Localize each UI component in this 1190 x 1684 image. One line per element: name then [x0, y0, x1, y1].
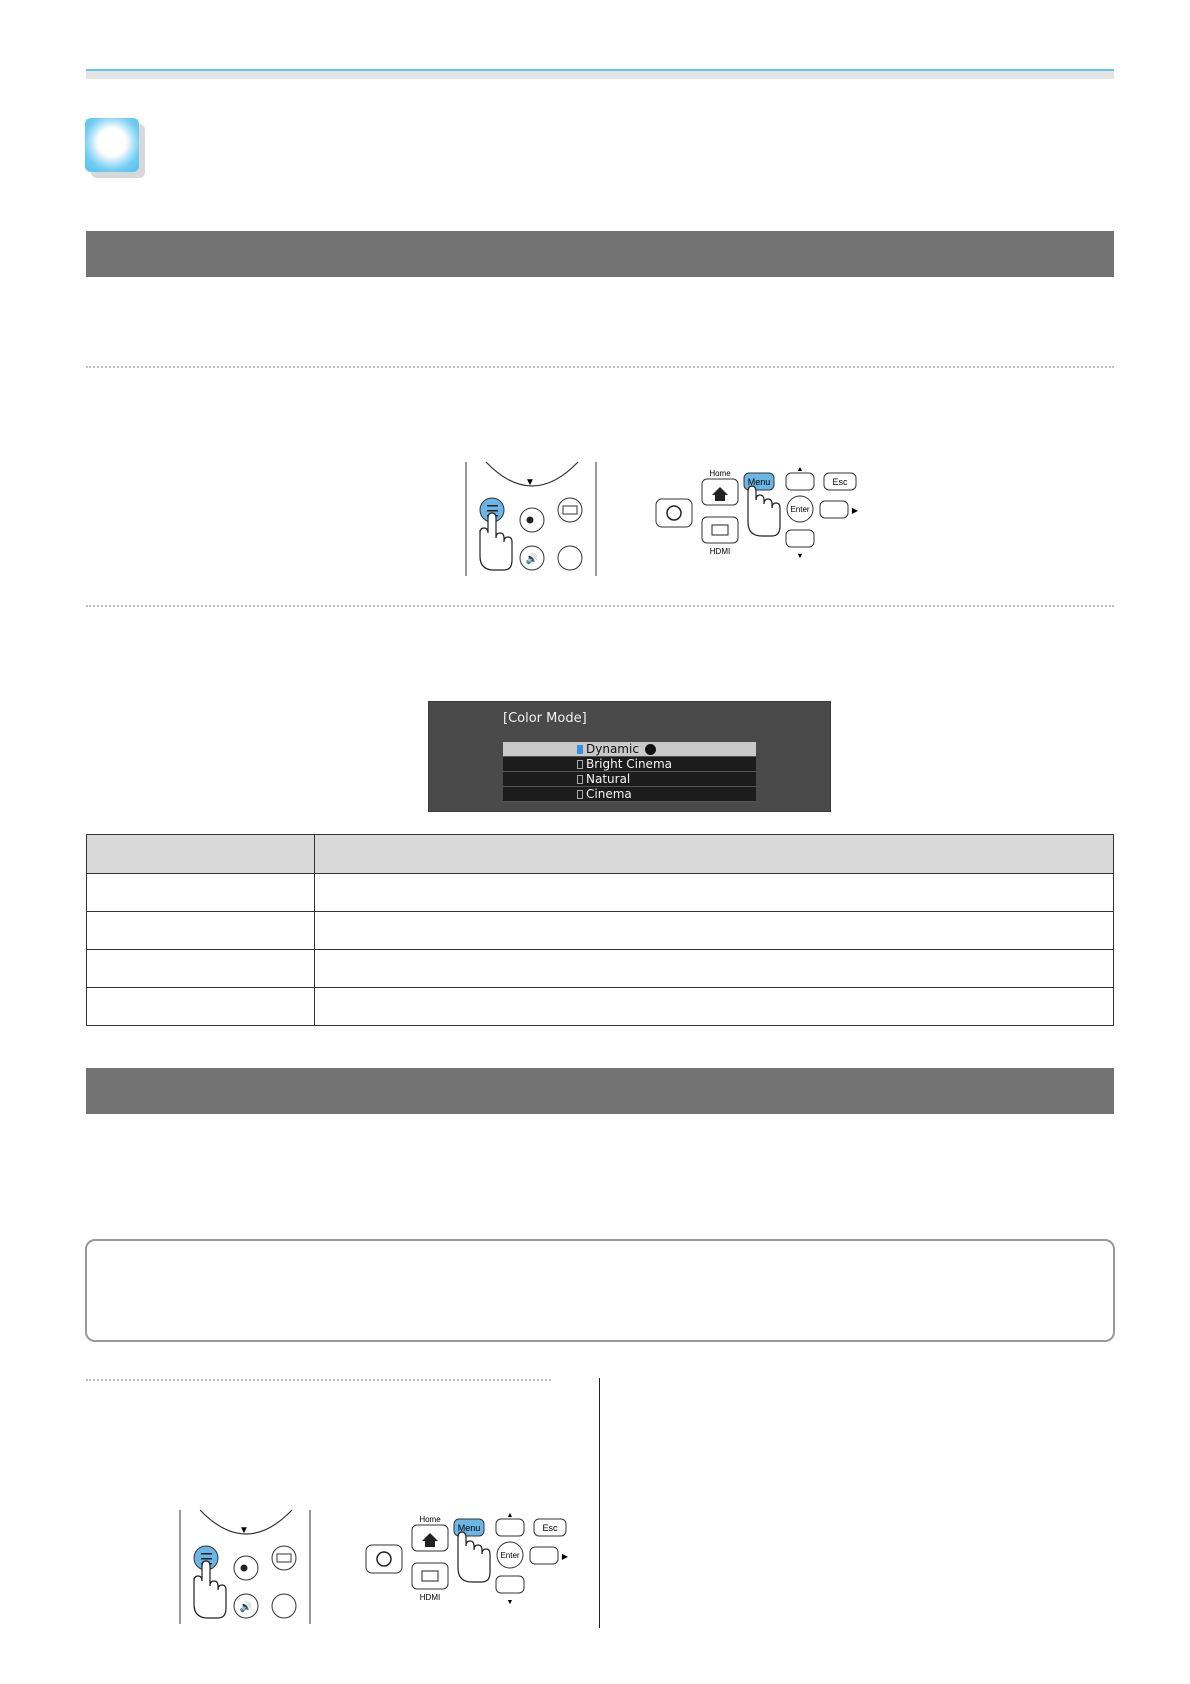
step-divider-3 [86, 1379, 551, 1381]
table-row [87, 950, 1114, 988]
svg-text:▶: ▶ [851, 506, 859, 515]
osd-title: [Color Mode] [503, 711, 587, 726]
remote-keystone-button[interactable] [558, 546, 582, 570]
panel-esc-label: Esc [542, 1523, 558, 1533]
control-panel-illustration-2 [362, 1512, 584, 1608]
panel-home-label: Home [709, 469, 731, 478]
panel-hdmi-label: HDMI [419, 1593, 441, 1602]
svg-text:🔊: 🔊 [239, 1602, 253, 1613]
table-row [87, 988, 1114, 1026]
remote-control-illustration-2 [176, 1508, 314, 1626]
panel-keystone-down-button[interactable] [786, 530, 814, 547]
panel-keystone-up-button[interactable] [496, 1519, 524, 1536]
step-divider-1 [86, 366, 1114, 368]
color-mode-table [86, 834, 1114, 1026]
pointing-hand-icon [748, 486, 780, 536]
osd-item-natural[interactable]: Natural [503, 772, 756, 787]
selection-indicator-icon [577, 745, 583, 754]
panel-hdmi-label: HDMI [709, 547, 731, 556]
osd-item-dynamic[interactable]: Dynamic [503, 742, 756, 757]
enter-icon [645, 744, 656, 755]
osd-mode-list [503, 742, 756, 802]
table-header-row [87, 835, 1114, 874]
selection-indicator-icon [577, 790, 583, 799]
color-mode-osd [428, 701, 831, 812]
panel-esc-label: Esc [832, 477, 848, 487]
chapter-badge [85, 118, 142, 175]
osd-item-cinema[interactable]: Cinema [503, 787, 756, 802]
table-row [87, 912, 1114, 950]
panel-power-button[interactable] [366, 1545, 402, 1573]
panel-volume-button[interactable] [820, 501, 848, 518]
column-separator [599, 1378, 600, 1628]
panel-menu-label: Menu [457, 1523, 481, 1533]
pointing-hand-icon [458, 1532, 490, 1582]
remote-down-arrow: ▼ [239, 1525, 249, 1536]
table-row [87, 874, 1114, 912]
panel-enter-label: Enter [500, 1551, 520, 1560]
selection-indicator-icon [577, 775, 583, 784]
selection-indicator-icon [577, 760, 583, 769]
panel-enter-label: Enter [790, 505, 810, 514]
svg-text:▶: ▶ [561, 1552, 569, 1561]
remote-source-button[interactable] [272, 1546, 296, 1570]
panel-keystone-down-button[interactable] [496, 1576, 524, 1593]
section-heading-bar-1 [86, 231, 1114, 277]
svg-text:▲: ▲ [796, 466, 804, 473]
header-gray-rule [86, 71, 1114, 79]
remote-down-arrow: ▼ [525, 477, 535, 488]
panel-source-button[interactable] [412, 1563, 448, 1589]
panel-home-label: Home [419, 1515, 441, 1524]
step-divider-2 [86, 605, 1114, 607]
remote-control-illustration [462, 460, 600, 578]
svg-text:▼: ▼ [506, 1599, 514, 1606]
control-panel-illustration [652, 466, 874, 562]
remote-keystone-button[interactable] [272, 1594, 296, 1618]
svg-text:🔊: 🔊 [525, 554, 539, 565]
remote-source-button[interactable] [558, 498, 582, 522]
osd-item-bright-cinema[interactable]: Bright Cinema [503, 757, 756, 772]
panel-source-button[interactable] [702, 517, 738, 543]
note-box [85, 1239, 1115, 1342]
pointing-hand-icon [194, 1561, 226, 1618]
panel-keystone-up-button[interactable] [786, 473, 814, 490]
svg-text:▼: ▼ [796, 553, 804, 560]
section-heading-bar-2 [86, 1068, 1114, 1114]
panel-volume-button[interactable] [530, 1547, 558, 1564]
svg-text:▲: ▲ [506, 1512, 514, 1519]
pointing-hand-icon [480, 513, 512, 570]
panel-menu-label: Menu [747, 477, 771, 487]
panel-power-button[interactable] [656, 499, 692, 527]
